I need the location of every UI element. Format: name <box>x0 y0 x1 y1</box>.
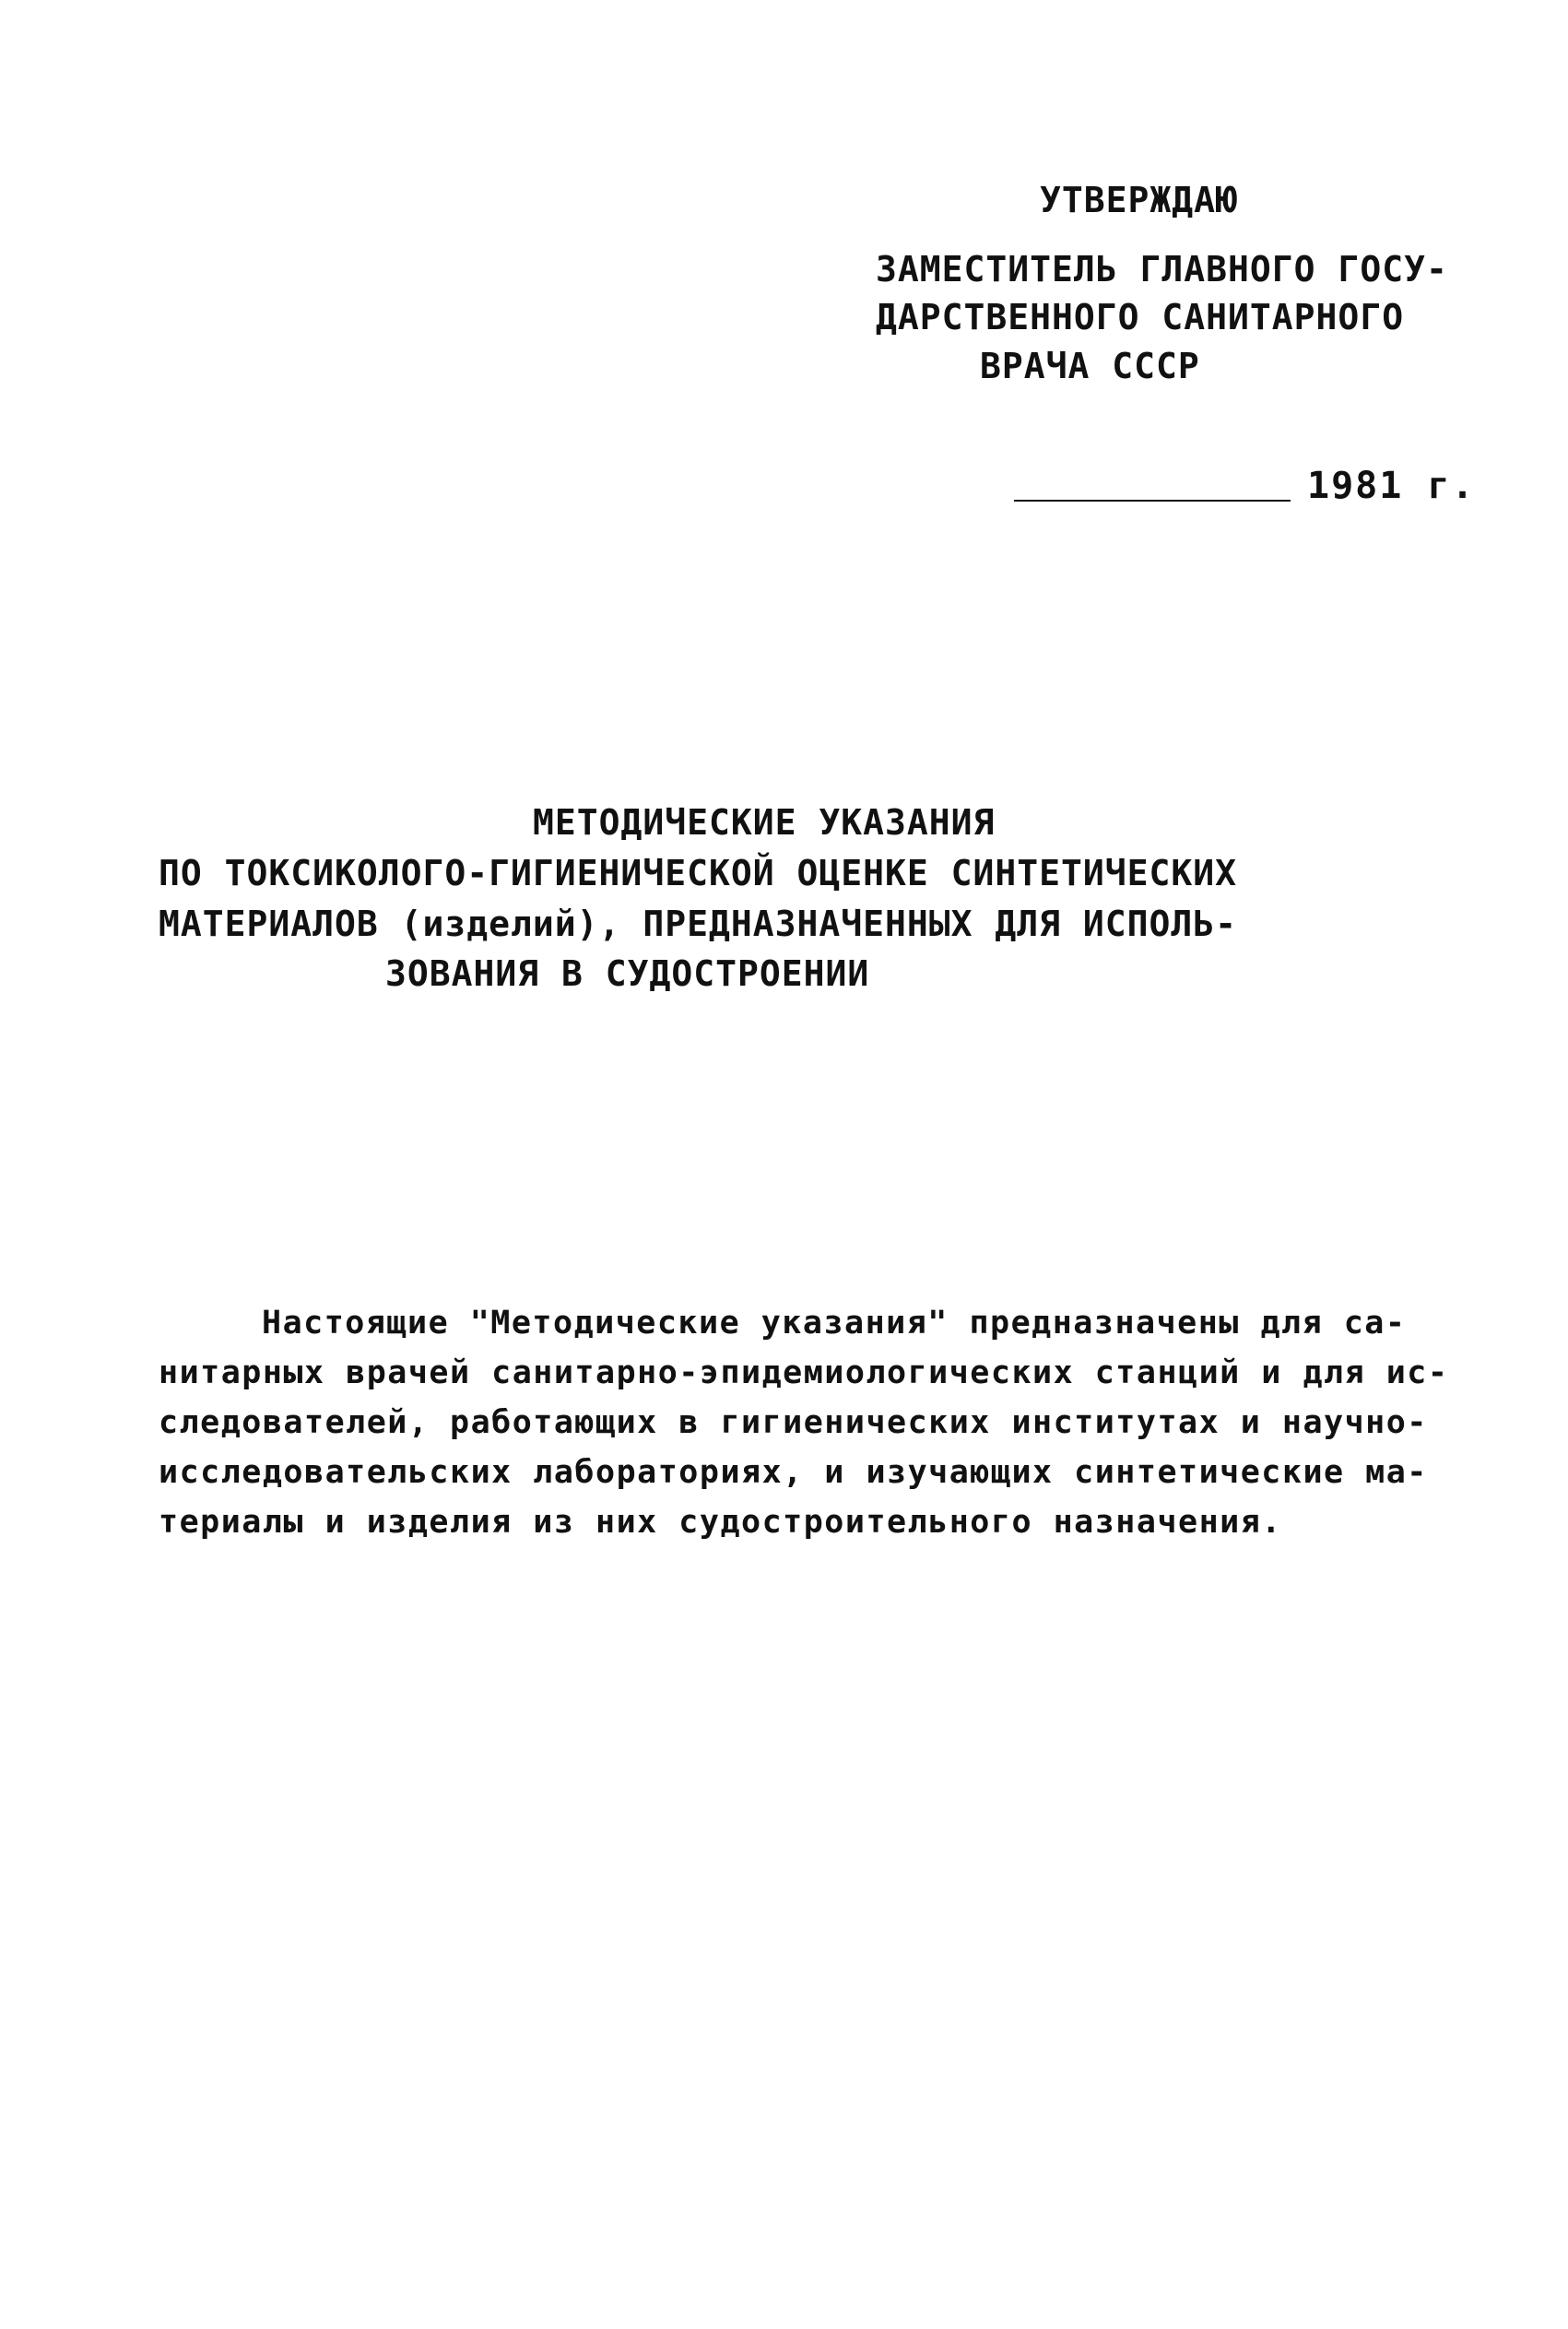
body-line: исследовательских лабораториях, и изучающих синтетические ма- <box>159 1454 1428 1491</box>
body-line: Настоящие "Методические указания" предназначены для са- <box>262 1305 1407 1342</box>
approval-position-line: ЗАМЕСТИТЕЛЬ ГЛАВНОГО ГОСУ- <box>876 249 1448 290</box>
title-line: МАТЕРИАЛОВ (изделий), ПРЕДНАЗНАЧЕННЫХ ДЛЯ ИСПОЛЬ- <box>159 904 1238 944</box>
title-line: МЕТОДИЧЕСКИЕ УКАЗАНИЯ <box>533 802 996 843</box>
approval-title: УТВЕРЖДАЮ <box>1040 180 1238 220</box>
approval-year: 1981 г. <box>1307 465 1476 507</box>
title-line: ПО ТОКСИКОЛОГО-ГИГИЕНИЧЕСКОЙ ОЦЕНКЕ СИНТЕТИЧЕСКИХ <box>159 853 1238 893</box>
approval-date <box>1014 459 1476 507</box>
approval-position-line: ДАРСТВЕННОГО САНИТАРНОГО <box>876 297 1405 337</box>
body-line: териалы и изделия из них судостроительного назначения. <box>159 1504 1282 1541</box>
body-line: нитарных врачей санитарно-эпидемиологических станций и для ис- <box>159 1354 1449 1391</box>
approval-position-line: ВРАЧА СССР <box>980 346 1200 386</box>
date-blank-line <box>1014 500 1291 502</box>
body-line: следователей, работающих в гигиенических институтах и научно- <box>159 1404 1428 1441</box>
title-line: ЗОВАНИЯ В СУДОСТРОЕНИИ <box>385 953 870 994</box>
